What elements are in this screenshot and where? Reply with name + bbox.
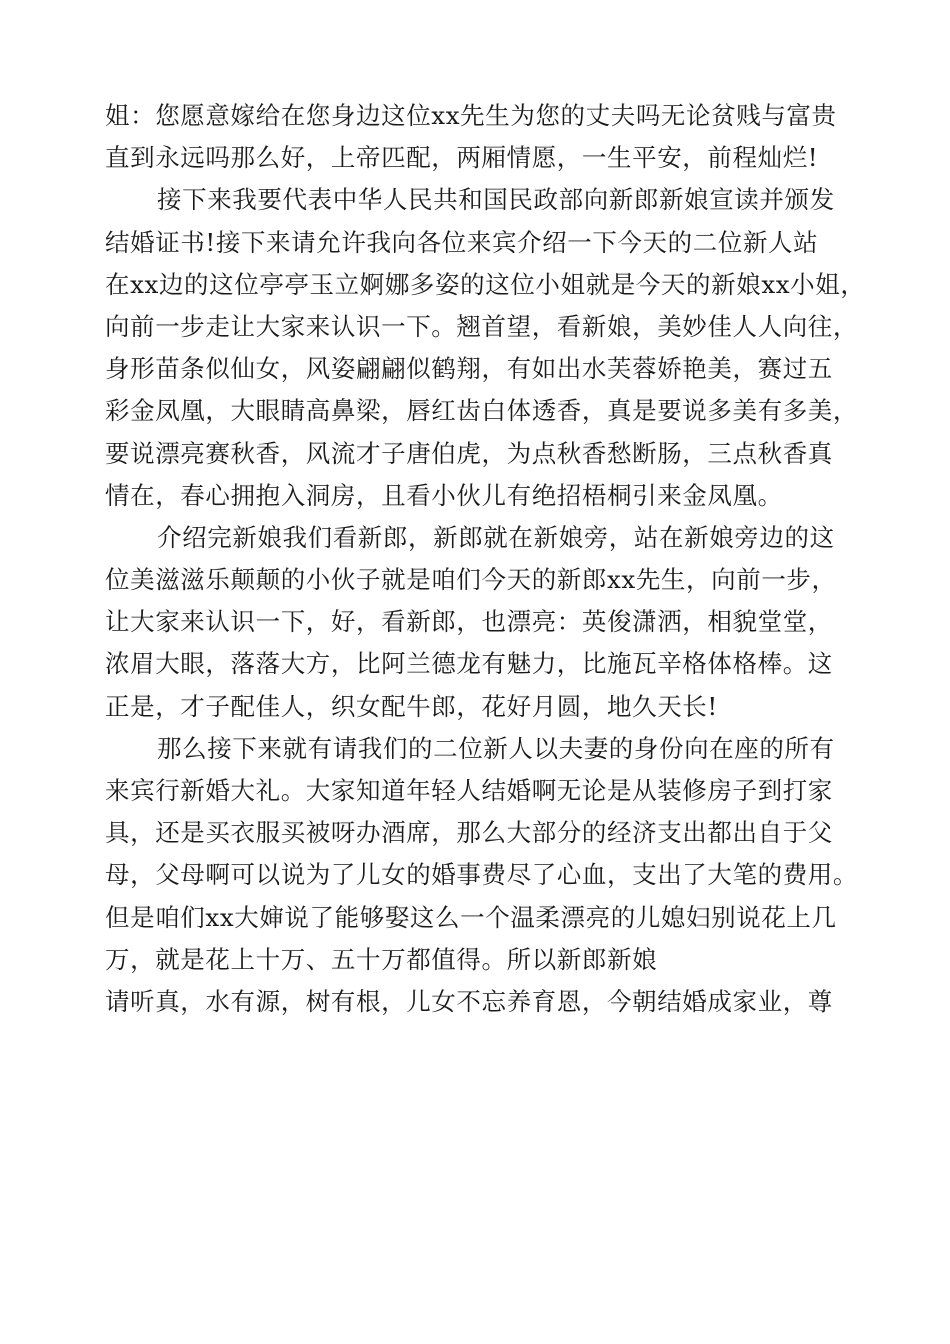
text-line: 彩金凤凰，大眼睛高鼻梁，唇红齿白体透香，真是要说多美有多美，: [105, 396, 858, 426]
text-line: 万，就是花上十万、五十万都值得。所以新郎新娘: [105, 944, 658, 974]
text-line: 身形苗条似仙女，风姿翩翩似鹤翔，有如出水芙蓉娇艳美，赛过五: [105, 354, 833, 384]
paragraph-start-line: 那么接下来就有请我们的二位新人以夫妻的身份向在座的所有: [157, 733, 835, 763]
text-line: 位美滋滋乐颠颠的小伙子就是咱们今天的新郎xx先生，向前一步，: [105, 565, 837, 595]
text-line: 正是，才子配佳人，织女配牛郎，花好月圆，地久天长!: [105, 691, 718, 721]
text-line: 在xx边的这位亭亭玉立婀娜多姿的这位小姐就是今天的新娘xx小姐，: [105, 269, 866, 299]
paragraph-start-line: 介绍完新娘我们看新郎，新郎就在新娘旁，站在新娘旁边的这: [157, 522, 835, 552]
text-line: 情在，春心拥抱入洞房，且看小伙儿有绝招梧桐引来金凤凰。: [105, 480, 783, 510]
paragraph-start-line: 接下来我要代表中华人民共和国民政部向新郎新娘宣读并颁发: [157, 185, 835, 215]
text-line: 母，父母啊可以说为了儿女的婚事费尽了心血，支出了大笔的费用。: [105, 860, 858, 890]
text-line: 浓眉大眼，落落大方，比阿兰德龙有魅力，比施瓦辛格体格棒。这: [105, 649, 833, 679]
text-line: 直到永远吗那么好，上帝匹配，两厢情愿，一生平安，前程灿烂!: [105, 143, 819, 173]
text-line: 来宾行新婚大礼。大家知道年轻人结婚啊无论是从装修房子到打家: [105, 776, 833, 805]
text-line: 要说漂亮赛秋香，风流才子唐伯虎，为点秋香愁断肠，三点秋香真: [105, 438, 833, 468]
body-text: [105, 95, 865, 1023]
text-line: 具，还是买衣服买被呀办酒席，那么大部分的经济支出都出自于父: [105, 818, 833, 848]
text-line: 但是咱们xx大婶说了能够娶这么一个温柔漂亮的儿媳妇别说花上几: [105, 902, 837, 932]
text-line: 让大家来认识一下，好，看新郎，也漂亮：英俊潇洒，相貌堂堂，: [105, 607, 833, 637]
text-line: 姐：您愿意嫁给在您身边这位xx先生为您的丈夫吗无论贫贱与富贵: [105, 101, 837, 130]
text-line: 请听真，水有源，树有根，儿女不忘养育恩，今朝结婚成家业，尊: [105, 986, 833, 1016]
text-line: 向前一步走让大家来认识一下。翘首望，看新娘，美妙佳人人向往，: [105, 311, 858, 341]
text-line: 结婚证书!接下来请允许我向各位来宾介绍一下今天的二位新人站: [105, 227, 819, 257]
